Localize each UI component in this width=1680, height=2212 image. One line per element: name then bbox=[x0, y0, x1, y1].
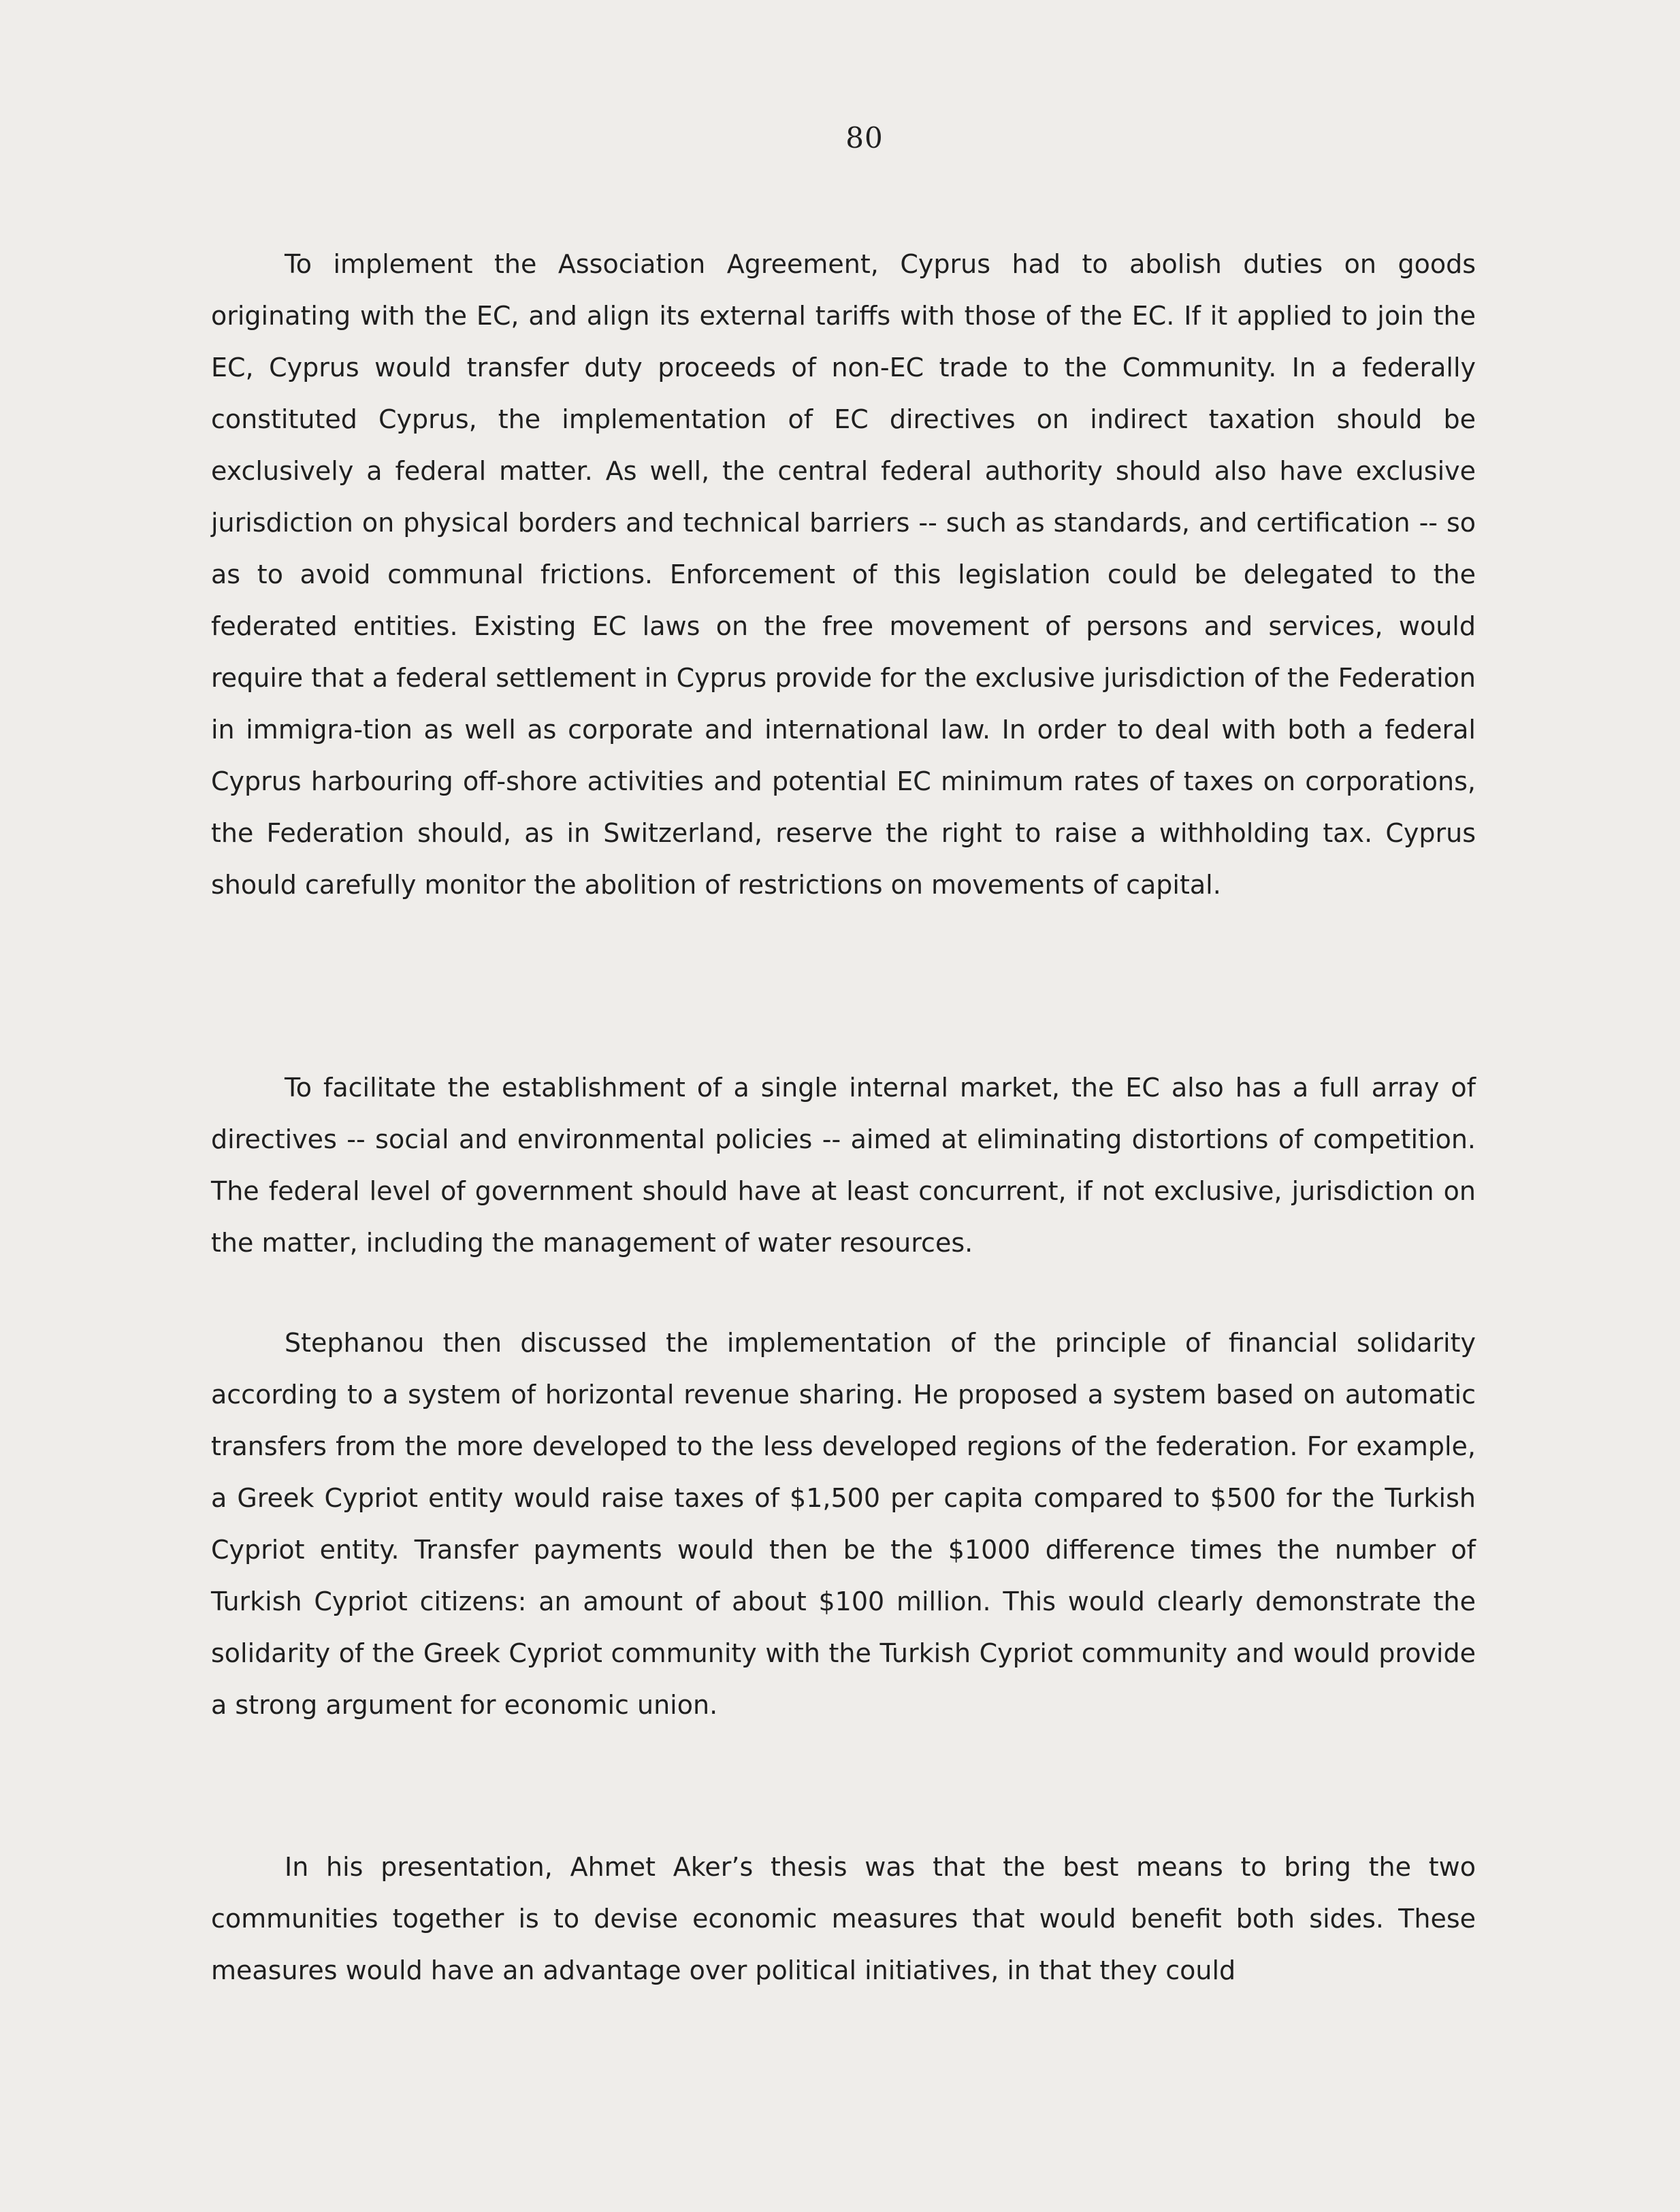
paragraph-text: Stephanou then discussed the implementation of the principle of financial solidarity according to a system of horizontal revenue sharing. He proposed a system based on automatic transfers from the more developed to the less developed regions of the federation. For example, a Greek Cypriot entity would raise taxes of $1,500 per capita compared to $500 for the Turkish Cypriot entity. Transfer payments would then be the $1000 difference times the number of Turkish Cypriot citizens: an amount of about $100 million. This would clearly demonstrate the solidarity of the Greek Cypriot community with the Turkish Cypriot community and would provide a strong argument for economic union. bbox=[211, 1328, 1476, 1720]
paragraph-aker-presentation bbox=[211, 1841, 1476, 1996]
paragraph-text: To implement the Association Agreement, Cyprus had to abolish duties on goods originating with the EC, and align its external tariffs with those of the EC. If it applied to join the EC, Cyprus would transfer duty proceeds of non-EC trade to the Community. In a federally constituted Cyprus, the implementation of EC directives on indirect taxation should be exclusively a federal matter. As well, the central federal authority should also have exclusive jurisdiction on physical borders and technical barriers -- such as standards, and certification -- so as to avoid communal frictions. Enforcement of this legislation could be delegated to the federated entities. Existing EC laws on the free movement of persons and services, would require that a federal settlement in Cyprus provide for the exclusive jurisdiction of the Federation in immigra-tion as well as corporate and international law. In order to deal with both a federal Cyprus harbouring off-shore activities and potential EC minimum rates of taxes on corporations, the Federation should, as in Switzerland, reserve the right to raise a withholding tax. Cyprus should carefully monitor the abolition of restrictions on movements of capital. bbox=[211, 249, 1476, 900]
paragraph-association-agreement bbox=[211, 238, 1476, 911]
page-number: 80 bbox=[845, 121, 884, 154]
paragraph-text: To facilitate the establishment of a single internal market, the EC also has a full array of directives -- social and environmental policies -- aimed at eliminating distortions of competition. The federal level of government should have at least concurrent, if not exclusive, jurisdiction on the matter, including the management of water resources. bbox=[211, 1073, 1476, 1258]
paragraph-internal-market bbox=[211, 1062, 1476, 1269]
paragraph-text: In his presentation, Ahmet Aker’s thesis was that the best means to bring the two communities together is to devise economic measures that would benefit both sides. These measures would have an advantage over political initiatives, in that they could bbox=[211, 1852, 1476, 1985]
paragraph-financial-solidarity bbox=[211, 1317, 1476, 1731]
